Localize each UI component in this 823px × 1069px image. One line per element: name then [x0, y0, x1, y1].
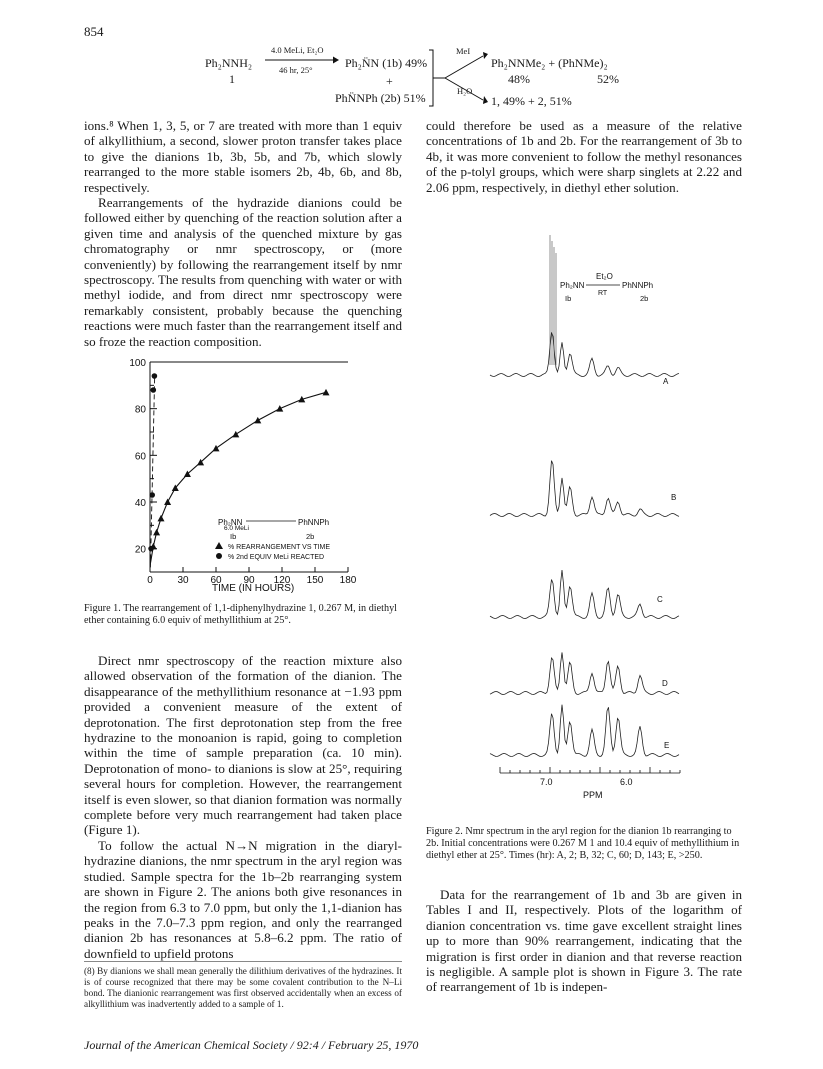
x-tick-label: 90: [243, 575, 255, 586]
x-tick-label: 120: [273, 575, 291, 586]
circle-data-point: [149, 492, 155, 498]
fig1-legend-circle: % 2nd EQUIV MeLi REACTED: [228, 554, 325, 561]
scheme-upper-product: Ph₂NNMe₂ + (PhNMe)₂: [491, 56, 608, 70]
fig2-inset-left: Ph₂NN: [560, 281, 585, 290]
x-tick-label: 0: [147, 575, 153, 586]
footnote-rule: [84, 961, 402, 962]
figure-1-caption: Figure 1. The rearrangement of 1,1-diphenylhydrazine 1, 0.267 M, in diethyl ether containing 6.0 equiv of methyllithium at 25°.: [84, 603, 397, 626]
scheme-lower-reagent: H₂O: [457, 86, 473, 96]
trace-label-e: E: [664, 741, 670, 750]
fig2-inset-bottom: RT: [598, 290, 608, 297]
y-tick-label: 40: [134, 498, 146, 509]
x-tick-label: 180: [339, 575, 357, 586]
paragraph: Direct nmr spectroscopy of the reaction mixture also allowed observation of the formation of the dianion. The disappearance of the methyllithium resonance at −1.93 ppm provided a convenient measure of the extent of deprotonation. The first deprotonation step from the free hydrazine to the monoanion is rapid, going to completion within the time of sample preparation (ca. 10 min). Deprotonation of mono- to dianions is slow at 25°, requiring several hours for completion. However, the rearrangement itself is even slower, so that dianion formation was normally complete before very much rearrangement had taken place (Figure 1).: [84, 653, 402, 838]
nmr-trace: [490, 332, 679, 376]
reaction-scheme: [205, 44, 625, 116]
x-tick-label: 150: [306, 575, 324, 586]
triangle-data-point: [164, 499, 171, 506]
scheme-reactant-number: 1: [229, 72, 235, 86]
fig1-inset-left: Ph₂NN: [218, 518, 243, 527]
triangle-data-point: [276, 405, 283, 412]
triangle-data-point: [153, 529, 160, 536]
legend-circle-marker: [216, 553, 222, 559]
x-tick-label: 30: [177, 575, 189, 586]
nmr-trace: [490, 705, 679, 757]
scheme-dianion-1b: Ph₂N̈N (1b) 49%: [345, 56, 428, 70]
triangle-data-point: [323, 389, 330, 396]
nmr-trace: [490, 570, 679, 619]
x-tick-label: 60: [210, 575, 222, 586]
footnote: (8) By dianions we shall mean generally the dilithium derivatives of the hydrazines. It is of course recognized that there may be some covalent contribution to the N–Li bond. The dianionic rearrangement was first observed accidentally when an excess of alkyllithium was inadvertently added to a sample of 1.: [84, 966, 402, 1009]
circle-data-point: [148, 546, 154, 552]
fig1-inset-reagent: 6.0 MeLi: [224, 525, 249, 532]
deprotonation-curve: [150, 374, 154, 568]
column-1-top: [84, 118, 402, 349]
scheme-reactant: Ph₂NNH₂: [205, 56, 253, 70]
triangle-data-point: [158, 515, 165, 522]
fig2-axis-label: PPM: [583, 790, 603, 800]
triangle-data-point: [213, 445, 220, 452]
fig2-inset-label-right: 2b: [640, 294, 649, 303]
scheme-arrow-bottom: 46 hr, 25°: [279, 65, 313, 75]
figure-1-chart: [100, 352, 400, 600]
trace-label-a: A: [663, 377, 669, 386]
y-tick-label: 20: [134, 544, 146, 556]
fig2-inset-top: Et₂O: [596, 272, 613, 281]
scheme-upper-reagent: MeI: [456, 46, 471, 56]
paragraph: could therefore be used as a measure of the relative concentrations of 1b and 2b. For the rearrangement of 3b to 4b, it was more convenient to follow the methyl resonances of the p-tolyl groups, which were sharp singlets at 2.22 and 2.06 ppm, respectively, in diethyl ether solution.: [426, 118, 742, 195]
scheme-upper-yield-1: 48%: [508, 72, 530, 86]
fig1-xlabel: TIME (IN HOURS): [212, 583, 295, 594]
paragraph: Rearrangements of the hydrazide dianions could be followed either by quenching of the reaction solution after a given time and analysis of the quenched mixture by gas chromatography or nmr spectroscopy, or (more conveniently) by following the rearrangement itself by nmr spectroscopy. The results from quenching with water or with methyl iodide, and from direct nmr spectroscopy were remarkably consistent, probably because the quenching reactions were much faster than the rearrangement itself and so froze the reaction composition.: [84, 195, 402, 349]
column-1-bottom: [84, 653, 402, 961]
triangle-data-point: [232, 431, 239, 438]
scheme-arrow: [263, 56, 339, 64]
trace-label-d: D: [662, 679, 668, 688]
fig2-tick-7: 7.0: [540, 777, 553, 787]
trace-label-b: B: [671, 493, 677, 502]
legend-triangle-marker: [215, 542, 223, 549]
trace-label-c: C: [657, 595, 663, 604]
scheme-arrow-top: 4.0 MeLi, Et₂O: [271, 45, 324, 55]
circle-data-point: [151, 387, 157, 393]
page-number: 854: [84, 24, 104, 39]
scheme-lower-product: 1, 49% + 2, 51%: [491, 94, 572, 108]
scheme-dianion-2b: PhN̈NPh (2b) 51%: [335, 91, 426, 105]
fig1-inset-label-left: Ib: [230, 532, 237, 541]
y-tick-label: 100: [129, 358, 146, 369]
column-2-bottom: [426, 887, 742, 995]
figure-2-nmr-spectra: [480, 225, 720, 805]
rearrangement-curve: [151, 392, 326, 562]
fig2-inset-label-left: Ib: [565, 294, 572, 303]
nmr-trace: [490, 652, 679, 694]
paragraph: Data for the rearrangement of 1b and 3b are given in Tables I and II, respectively. Plots of the logarithm of dianion concentration vs. time gave excellent straight lines up to more than 90% rearrangement, indicating that the migration is first order in dianion and that reverse reaction is negligible. A sample plot is shown in Figure 3. The rate of rearrangement of 1b is indepen-: [426, 887, 742, 995]
scheme-plus: +: [386, 74, 393, 88]
fig1-inset-label-right: 2b: [306, 532, 315, 541]
fig1-legend-triangle: % REARRANGEMENT VS TIME: [228, 544, 331, 551]
y-tick-label: 80: [134, 404, 146, 416]
paragraph: To follow the actual N→N migration in the diaryl-hydrazine dianions, the nmr spectrum in the aryl region was studied. Sample spectra for the 1b–2b rearranging system are shown in Figure 2. The anions both give resonances in the region from 6.3 to 7.0 ppm, but only the 1,1-dianion has peaks in the 7.0–7.3 ppm region, and only the rearranged dianion 2b has resonances at 5.8–6.2 ppm. The ratio of downfield to upfield protons: [84, 837, 402, 961]
figure-2-caption: Figure 2. Nmr spectrum in the aryl region for the dianion 1b rearranging to 2b. Initial concentrations were 0.267 M 1 and 10.4 equiv of methyllithium in diethyl ether at 25°. Times (hr): A, 2; B, 32; C, 60; D, 143; E, >250.: [426, 826, 740, 861]
scheme-upper-yield-2: 52%: [597, 72, 619, 86]
column-2-top: [426, 118, 742, 195]
journal-footer: Journal of the American Chemical Society / 92:4 / February 25, 1970: [84, 1038, 419, 1052]
fig1-inset-right: PhNNPh: [298, 518, 330, 527]
triangle-data-point: [254, 417, 261, 424]
paragraph: ions.⁸ When 1, 3, 5, or 7 are treated with more than 1 equiv of alkyllithium, a second, slower proton transfer takes place to give the dianions 1b, 3b, 5b, and 7b, which slowly rearranged to the more stable isomers 2b, 4b, 6b, and 8b, respectively.: [84, 118, 402, 195]
y-tick-label: 60: [134, 451, 146, 463]
fig2-inset-right: PhNNPh: [622, 281, 654, 290]
fig2-tick-6: 6.0: [620, 777, 633, 787]
circle-data-point: [152, 373, 158, 379]
nmr-trace: [490, 461, 679, 517]
